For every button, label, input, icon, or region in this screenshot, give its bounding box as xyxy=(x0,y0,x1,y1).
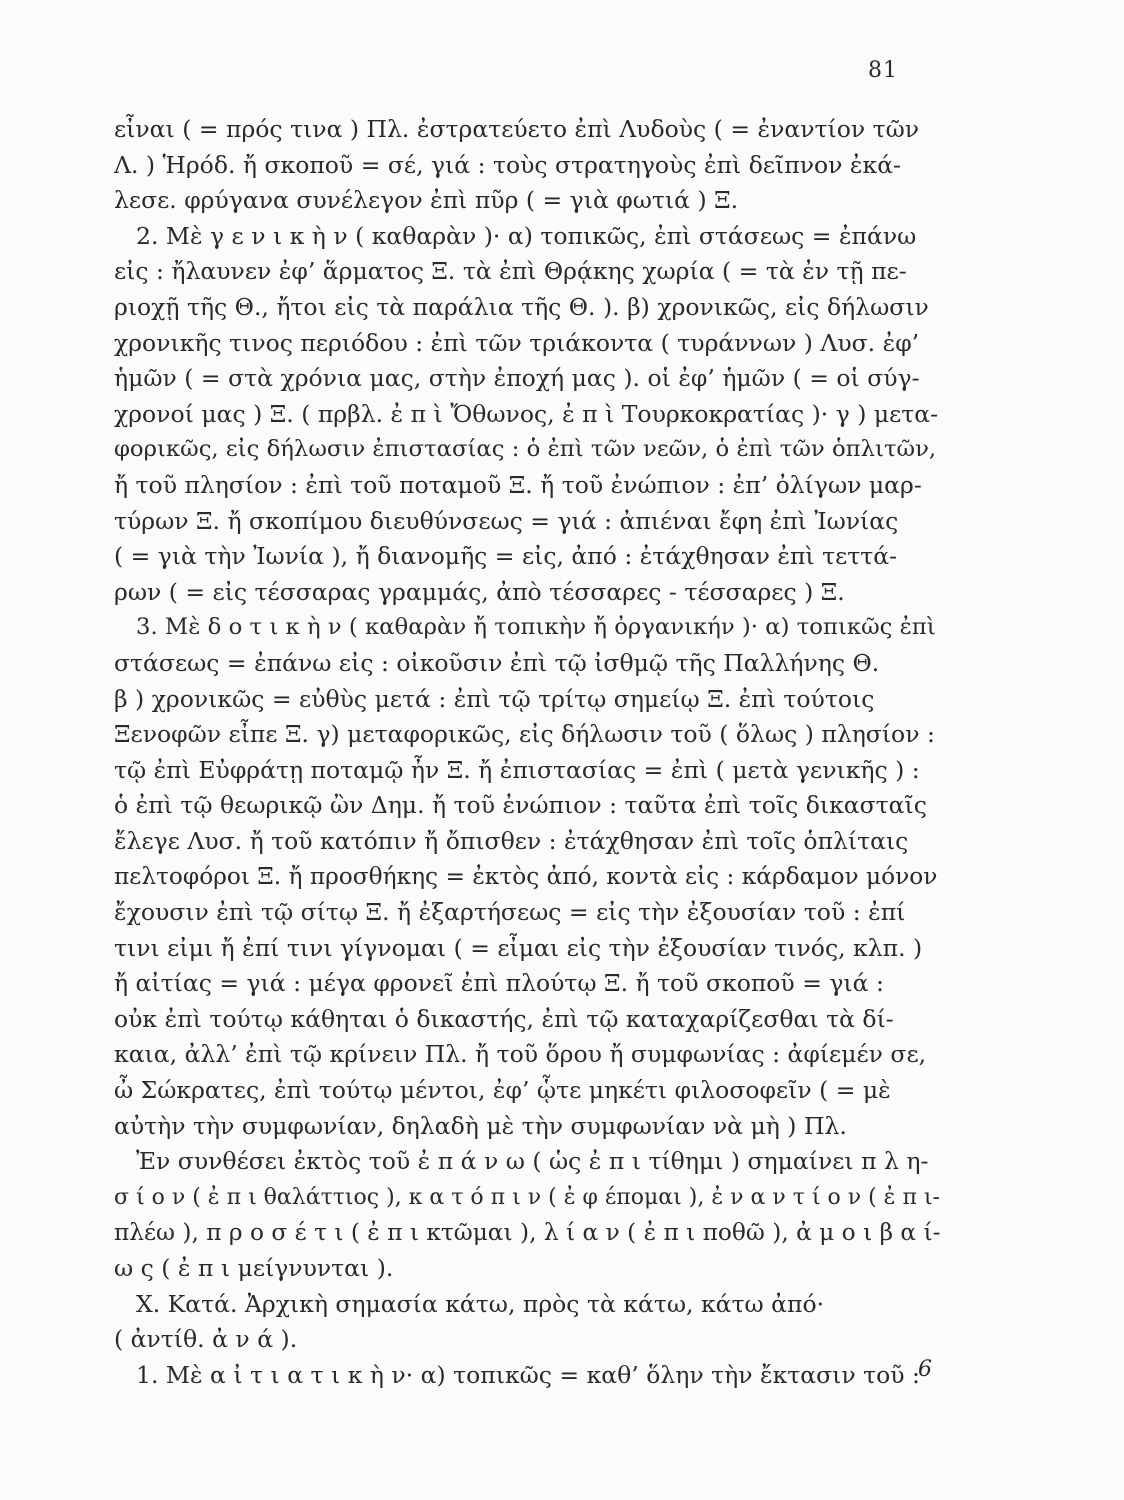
text-line: ω ς ( ἐ π ι μείγνυνται ). xyxy=(114,1254,394,1282)
text-line: ἤ αἰτίας = γιά : μέγα φρονεῖ ἐπὶ πλούτῳ Ξ. ἤ τοῦ σκοποῦ = γιά : xyxy=(114,969,884,998)
text-line: 2. Μὲ γ ε ν ι κ ὴ ν ( καθαρὰν )· α) τοπικῶς, ἐπὶ στάσεως = ἐπάνω xyxy=(136,221,917,250)
text-line: καια, ἀλλ’ ἐπὶ τῷ κρίνειν Πλ. ἤ τοῦ ὅρου ἤ συμφωνίας : ἀφίεμέν σε, xyxy=(114,1040,927,1069)
text-line: ἡμῶν ( = στὰ χρόνια μας, στὴν ἐποχή μας ). οἱ ἐφ’ ἡμῶν ( = οἱ σύγ- xyxy=(114,364,920,393)
text-line: Λ. ) Ἡρόδ. ἤ σκοποῦ = σέ, γιά : τοὺς στρατηγοὺς ἐπὶ δεῖπνον ἐκά- xyxy=(114,150,901,179)
text-line: εἶναι ( = πρός τινα ) Πλ. ἐστρατεύετο ἐπὶ Λυδοὺς ( = ἐναντίον τῶν xyxy=(114,115,920,143)
text-line: ( ἀντίθ. ἀ ν ά ). xyxy=(114,1325,298,1354)
text-line: 1. Μὲ α ἰ τ ι α τ ι κ ὴ ν· α) τοπικῶς = καθ’ ὅλην τὴν ἔκτασιν τοῦ : xyxy=(136,1360,920,1389)
text-line: τῷ ἐπὶ Εὐφράτῃ ποταμῷ ἦν Ξ. ἤ ἐπιστασίας = ἐπὶ ( μετὰ γενικῆς ) : xyxy=(114,755,920,784)
text-line: ἤ τοῦ πλησίον : ἐπὶ τοῦ ποταμοῦ Ξ. ἤ τοῦ ἐνώπιον : ἐπ’ ὀλίγων μαρ- xyxy=(114,470,922,499)
text-line: στάσεως = ἐπάνω εἰς : οἰκοῦσιν ἐπὶ τῷ ἰσθμῷ τῆς Παλλήνης Θ. xyxy=(114,648,880,677)
text-line: τινι εἰμι ἤ ἐπί τινι γίγνομαι ( = εἶμαι εἰς τὴν ἐξουσίαν τινός, κλπ. ) xyxy=(114,933,923,962)
text-line: σ ί ο ν ( ἐ π ι θαλάττιος ), κ α τ ό π ι ν ( ἐ φ έπομαι ), ἐ ν α ν τ ί ο ν ( ἐ π ι- xyxy=(114,1184,940,1210)
text-line: εἰς : ἤλαυνεν ἐφ’ ἅρματος Ξ. τὰ ἐπὶ Θρᾴκης χωρία ( = τὰ ἐν τῇ πε- xyxy=(114,257,907,286)
text-line: ἔχουσιν ἐπὶ τῷ σίτῳ Ξ. ἤ ἐξαρτήσεως = εἰς τὴν ἐξουσίαν τοῦ : ἐπί xyxy=(114,898,906,927)
text-line: Ξενοφῶν εἶπε Ξ. γ) μεταφορικῶς, εἰς δήλωσιν τοῦ ( ὅλως ) πλησίον : xyxy=(114,720,935,749)
text-line: Ἐν συνθέσει ἐκτὸς τοῦ ἐ π ά ν ω ( ὡς ἐ π ι τίθημι ) σημαίνει π λ η- xyxy=(136,1147,929,1176)
text-line: ρων ( = εἰς τέσσαρας γραμμάς, ἀπὸ τέσσαρες - τέσσαρες ) Ξ. xyxy=(114,577,845,606)
text-line: χρονικῆς τινος περιόδου : ἐπὶ τῶν τριάκοντα ( τυράννων ) Λυσ. ἐφ’ xyxy=(114,328,920,357)
text-line: 3. Μὲ δ ο τ ι κ ὴ ν ( καθαρὰν ἤ τοπικὴν ἤ ὀργανικήν )· α) τοπικῶς ἐπὶ xyxy=(136,614,936,641)
text-line: οὐκ ἐπὶ τούτῳ κάθηται ὁ δικαστής, ἐπὶ τῷ καταχαρίζεσθαι τὰ δί- xyxy=(114,1004,894,1033)
body-text xyxy=(114,112,944,1393)
text-line: πελτοφόροι Ξ. ἤ προσθήκης = ἐκτὸς ἀπό, κοντὰ εἰς : κάρδαμον μόνον xyxy=(114,863,938,891)
text-line: ὁ ἐπὶ τῷ θεωρικῷ ὢν Δημ. ἤ τοῦ ἐνώπιον : ταῦτα ἐπὶ τοῖς δικασταῖς xyxy=(114,791,927,820)
page-number: 81 xyxy=(868,58,898,83)
text-line: λεσε. φρύγανα συνέλεγον ἐπὶ πῦρ ( = γιὰ φωτιά ) Ξ. xyxy=(114,186,739,215)
text-line: ριοχῇ τῆς Θ., ἤτοι εἰς τὰ παράλια τῆς Θ. ). β) χρονικῶς, εἰς δήλωσιν xyxy=(114,292,929,321)
text-line: ἔλεγε Λυσ. ἤ τοῦ κατόπιν ἤ ὄπισθεν : ἐτάχθησαν ἐπὶ τοῖς ὁπλίταις xyxy=(114,826,909,855)
signature-mark: 6 xyxy=(918,1357,932,1382)
text-line: ( = γιὰ τὴν Ἰωνία ), ἤ διανομῆς = εἰς, ἀπό : ἐτάχθησαν ἐπὶ τεττά- xyxy=(114,542,898,571)
text-line: Χ. Κατά. Ἀρχικὴ σημασία κάτω, πρὸς τὰ κάτω, κάτω ἀπό· xyxy=(136,1289,825,1318)
text-line: πλέω ), π ρ ο σ έ τ ι ( ἐ π ι κτῶμαι ), λ ί α ν ( ἐ π ι ποθῶ ), ἀ μ ο ι β α ί- xyxy=(114,1219,941,1247)
text-line: φορικῶς, εἰς δήλωσιν ἐπιστασίας : ὁ ἐπὶ τῶν νεῶν, ὁ ἐπὶ τῶν ὁπλιτῶν, xyxy=(114,436,937,463)
text-line: ὦ Σώκρατες, ἐπὶ τούτῳ μέντοι, ἐφ’ ᾧτε μηκέτι φιλοσοφεῖν ( = μὲ xyxy=(114,1076,891,1105)
text-line: β ) χρονικῶς = εὐθὺς μετά : ἐπὶ τῷ τρίτῳ σημείῳ Ξ. ἐπὶ τούτοις xyxy=(114,684,875,713)
text-line: αὐτὴν τὴν συμφωνίαν, δηλαδὴ μὲ τὴν συμφωνίαν νὰ μὴ ) Πλ. xyxy=(114,1111,847,1140)
text-line: χρονοί μας ) Ξ. ( πρβλ. ἐ π ὶ Ὄθωνος, ἐ π ὶ Τουρκοκρατίας )· γ ) μετα- xyxy=(114,399,939,428)
text-line: τύρων Ξ. ἤ σκοπίμου διευθύνσεως = γιά : ἀπιέναι ἔφη ἐπὶ Ἰωνίας xyxy=(114,506,899,535)
